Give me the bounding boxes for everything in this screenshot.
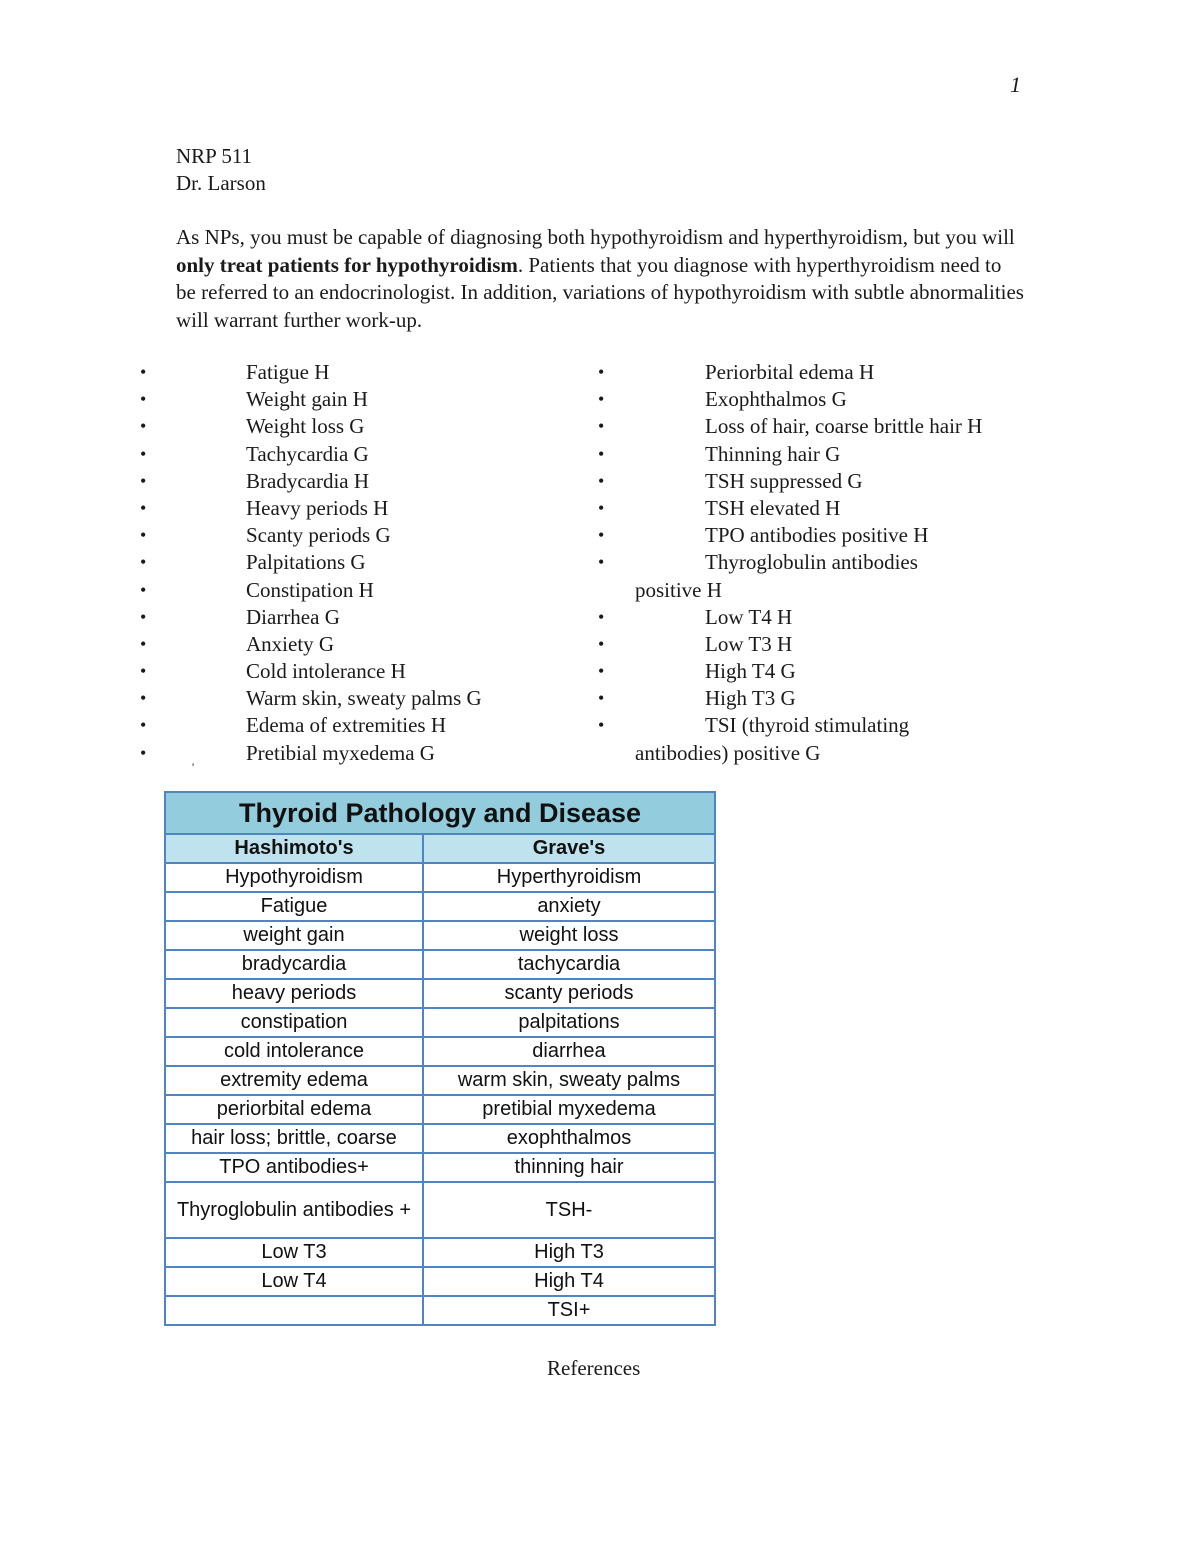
header-hashimotos: Hashimoto's <box>165 834 423 863</box>
references-label: References <box>547 1356 641 1380</box>
list-item-text: Thyroglobulin antibodies <box>705 550 918 575</box>
list-item <box>140 441 580 468</box>
graves-cell: pretibial myxedema <box>423 1095 715 1124</box>
list-item <box>598 495 1038 522</box>
hashimotos-cell: weight gain <box>165 921 423 950</box>
list-item-text: Palpitations G <box>246 550 366 575</box>
bullet-icon: • <box>598 389 605 410</box>
list-item <box>140 658 580 685</box>
hashimotos-cell: Fatigue <box>165 892 423 921</box>
list-item-text: Thinning hair G <box>705 441 841 466</box>
list-item <box>598 413 1038 440</box>
bullet-icon: • <box>140 497 147 518</box>
list-item <box>598 386 1038 413</box>
list-item-text: positive H <box>635 577 722 602</box>
list-item <box>598 359 1038 386</box>
hashimotos-cell <box>165 1296 423 1325</box>
bullet-icon: • <box>140 389 147 410</box>
bullet-icon: • <box>140 362 147 382</box>
list-item-text: Bradycardia H <box>246 468 370 493</box>
bullet-icon: • <box>140 633 147 654</box>
bullet-icon: • <box>598 416 605 437</box>
list-item <box>140 685 580 712</box>
page-number: 1 <box>1010 72 1021 97</box>
bullet-icon: • <box>598 362 605 382</box>
list-item-text: Weight loss G <box>246 414 365 439</box>
graves-cell: scanty periods <box>423 979 715 1008</box>
hashimotos-cell: hair loss; brittle, coarse <box>165 1124 423 1153</box>
list-item-text: Constipation H <box>246 577 374 602</box>
list-item-text: Weight gain H <box>246 387 368 412</box>
bullet-icon: • <box>598 552 605 573</box>
list-item-text: Low T3 H <box>705 631 793 656</box>
symptom-list-right <box>598 359 1038 767</box>
bullet-icon: • <box>140 661 147 682</box>
list-item-text: Exophthalmos G <box>705 387 847 412</box>
table-header-row <box>165 834 715 863</box>
list-item-text: antibodies) positive G <box>635 740 821 765</box>
graves-cell: anxiety <box>423 892 715 921</box>
bullet-icon: • <box>140 470 147 491</box>
list-item-text: Loss of hair, coarse brittle hair H <box>705 414 983 439</box>
list-item <box>598 441 1038 468</box>
bullet-icon: • <box>140 742 147 763</box>
table-title: Thyroid Pathology and Disease <box>165 792 715 834</box>
list-item-text: TSH suppressed G <box>705 468 863 493</box>
hashimotos-cell: Low T3 <box>165 1238 423 1267</box>
graves-cell: exophthalmos <box>423 1124 715 1153</box>
bullet-icon: • <box>598 661 605 682</box>
table-row <box>165 1008 715 1037</box>
list-item-text: Anxiety G <box>246 631 335 656</box>
hashimotos-cell: Low T4 <box>165 1267 423 1296</box>
list-item <box>140 386 580 413</box>
list-item <box>140 522 580 549</box>
bullet-icon: • <box>140 525 147 546</box>
bullet-icon: • <box>140 579 147 600</box>
table-row <box>165 1153 715 1182</box>
list-item <box>140 604 580 631</box>
graves-cell: High T3 <box>423 1238 715 1267</box>
list-item-text: Scanty periods G <box>246 523 391 548</box>
header-graves: Grave's <box>423 834 715 863</box>
bullet-icon: • <box>598 633 605 654</box>
list-item <box>140 413 580 440</box>
bullet-icon: • <box>598 443 605 464</box>
list-item <box>598 685 1038 712</box>
stray-mark: ' <box>192 760 195 774</box>
thyroid-table <box>164 791 716 1326</box>
graves-cell: thinning hair <box>423 1153 715 1182</box>
hashimotos-cell: cold intolerance <box>165 1037 423 1066</box>
list-item-text: Heavy periods H <box>246 495 389 520</box>
table-row <box>165 921 715 950</box>
symptom-list-left <box>140 359 580 767</box>
hashimotos-cell: periorbital edema <box>165 1095 423 1124</box>
graves-cell: TSH- <box>423 1182 715 1238</box>
list-item-text: High T3 G <box>705 686 796 711</box>
list-item <box>598 577 1038 604</box>
list-item-text: Edema of extremities H <box>246 713 447 738</box>
bullet-icon: • <box>140 688 147 709</box>
bullet-icon: • <box>598 525 605 546</box>
list-item <box>598 522 1038 549</box>
list-item-text: Diarrhea G <box>246 604 340 629</box>
bullet-icon: • <box>140 715 147 736</box>
bullet-icon: • <box>598 606 605 627</box>
hashimotos-cell: Hypothyroidism <box>165 863 423 892</box>
list-item <box>140 631 580 658</box>
intro-paragraph <box>176 224 1026 334</box>
table-row <box>165 1238 715 1267</box>
table-row <box>165 1066 715 1095</box>
list-item <box>598 468 1038 495</box>
list-item <box>140 359 580 386</box>
bullet-icon: • <box>598 688 605 709</box>
bullet-icon: • <box>140 552 147 573</box>
hashimotos-cell: bradycardia <box>165 950 423 979</box>
list-item <box>598 658 1038 685</box>
list-item <box>598 549 1038 576</box>
list-item <box>140 740 580 767</box>
hashimotos-cell: extremity edema <box>165 1066 423 1095</box>
graves-cell: warm skin, sweaty palms <box>423 1066 715 1095</box>
graves-cell: Hyperthyroidism <box>423 863 715 892</box>
bullet-icon: • <box>598 497 605 518</box>
list-item <box>140 577 580 604</box>
table-row <box>165 863 715 892</box>
list-item-text: TPO antibodies positive H <box>705 523 929 548</box>
table-title-row <box>165 792 715 834</box>
table-row <box>165 1124 715 1153</box>
list-item-text: Pretibial myxedema G <box>246 740 435 765</box>
bullet-icon: • <box>140 416 147 437</box>
intro-text-1: As NPs, you must be capable of diagnosing both hypothyroidism and hyperthyroidism, but you will <box>176 225 1015 249</box>
list-item-text: TSI (thyroid stimulating <box>705 713 910 738</box>
graves-cell: TSI+ <box>423 1296 715 1325</box>
graves-cell: palpitations <box>423 1008 715 1037</box>
graves-cell: weight loss <box>423 921 715 950</box>
list-item-text: Low T4 H <box>705 604 793 629</box>
table-row <box>165 979 715 1008</box>
bullet-icon: • <box>140 443 147 464</box>
table-row <box>165 1037 715 1066</box>
bullet-icon: • <box>598 715 605 736</box>
table-row <box>165 1182 715 1238</box>
table-row <box>165 1267 715 1296</box>
list-item-text: TSH elevated H <box>705 495 841 520</box>
list-item-text: Warm skin, sweaty palms G <box>246 686 482 711</box>
bullet-icon: • <box>140 606 147 627</box>
list-item-text: Cold intolerance H <box>246 659 406 684</box>
list-item <box>140 495 580 522</box>
list-item-text: Periorbital edema H <box>705 360 875 384</box>
graves-cell: diarrhea <box>423 1037 715 1066</box>
list-item <box>598 740 1038 767</box>
instructor-name: Dr. Larson <box>176 171 266 195</box>
intro-bold-text: only treat patients for hypothyroidism <box>176 252 518 277</box>
list-item <box>598 604 1038 631</box>
list-item <box>598 712 1038 739</box>
list-item <box>598 631 1038 658</box>
intro-text-2: . Patients that you diagnose with hyperthyroidism need to be referred to an endocrinologist. In addition, variations of hypothyroidism with subtle abnormalities will warrant further work-up. <box>176 252 1024 332</box>
hashimotos-cell: constipation <box>165 1008 423 1037</box>
list-item <box>140 549 580 576</box>
table-row <box>165 1095 715 1124</box>
table-row <box>165 950 715 979</box>
course-code: NRP 511 <box>176 144 253 168</box>
list-item <box>140 468 580 495</box>
list-item-text: Tachycardia G <box>246 441 369 466</box>
table-row <box>165 1296 715 1325</box>
graves-cell: High T4 <box>423 1267 715 1296</box>
document-header <box>176 143 266 197</box>
list-item <box>140 712 580 739</box>
table-row <box>165 892 715 921</box>
graves-cell: tachycardia <box>423 950 715 979</box>
hashimotos-cell: heavy periods <box>165 979 423 1008</box>
bullet-icon: • <box>598 470 605 491</box>
hashimotos-cell: TPO antibodies+ <box>165 1153 423 1182</box>
hashimotos-cell: Thyroglobulin antibodies + <box>165 1182 423 1238</box>
list-item-text: High T4 G <box>705 659 796 684</box>
list-item-text: Fatigue H <box>246 360 330 384</box>
